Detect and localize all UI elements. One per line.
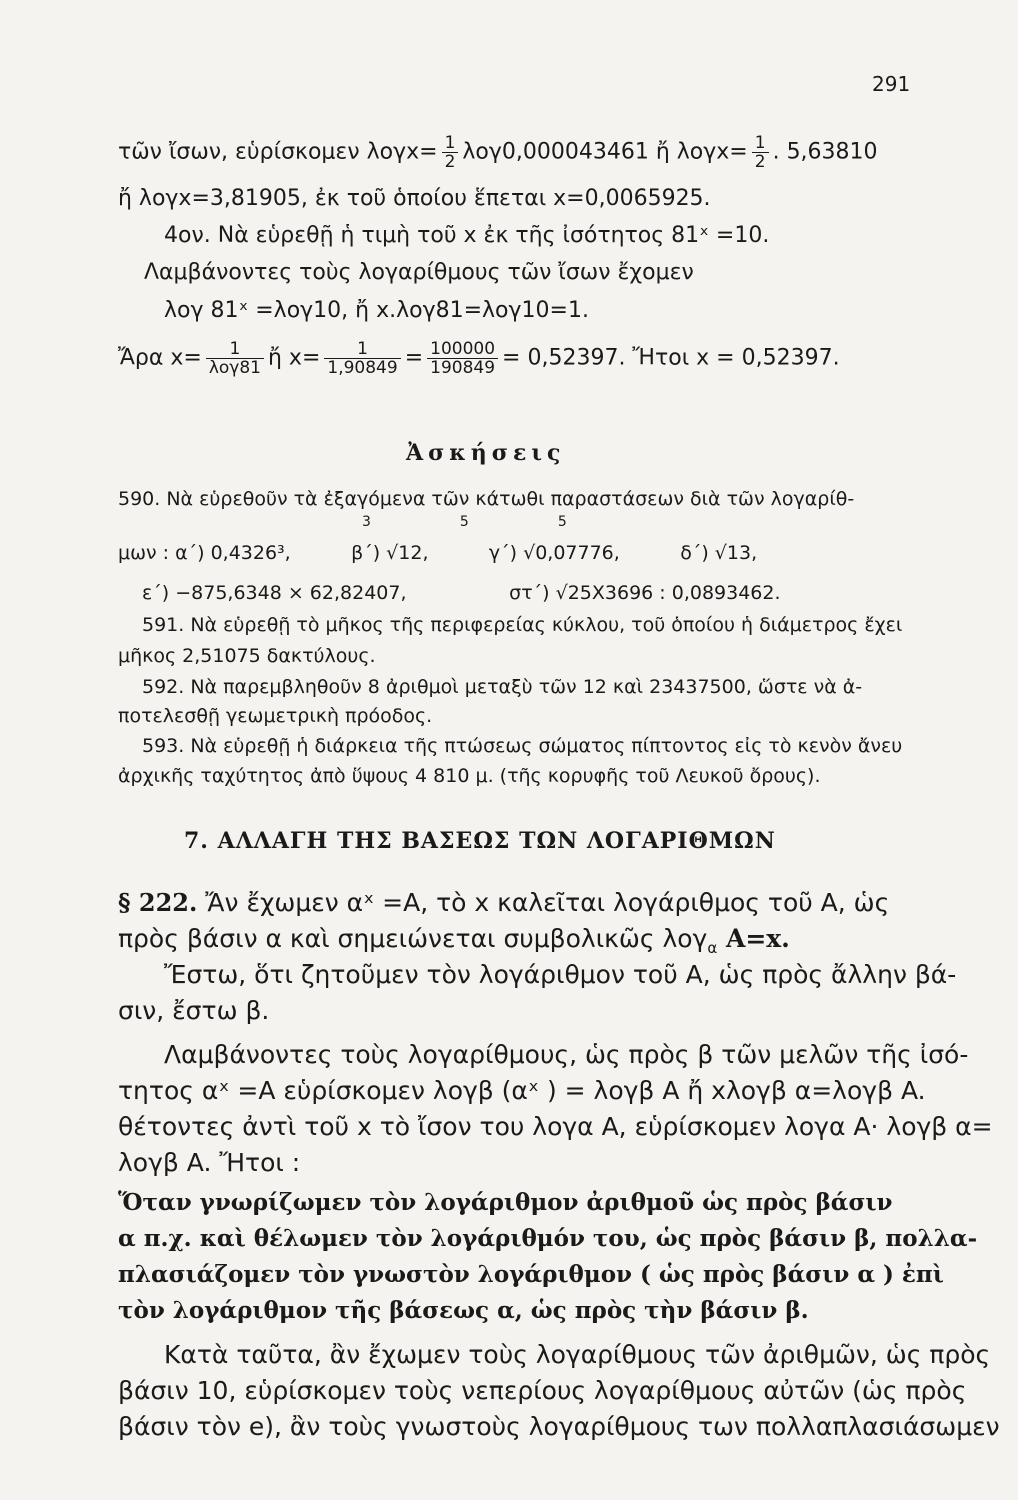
fraction-denominator: 190849 [430, 358, 496, 378]
rule-line: τὸν λογάριθμον τῆς βάσεως α, ὡς πρὸς τὴν βάσιν β. [118, 1297, 809, 1324]
text-line [118, 134, 878, 171]
text-line: 4ον. Νὰ εὑρεθῇ ἡ τιμὴ τοῦ x ἐκ τῆς ἰσότητος 81ˣ =10. [164, 223, 770, 248]
paragraph-line: Κατὰ ταῦτα, ἂν ἔχωμεν τοὺς λογαρίθμους τῶν ἀριθμῶν, ὡς πρὸς [164, 1340, 991, 1369]
fraction [324, 340, 400, 377]
fraction-numerator: 1 [324, 340, 400, 359]
fraction-numerator: 1 [442, 134, 459, 153]
paragraph-line: σιν, ἔστω β. [118, 996, 270, 1025]
text-segment: λογ0,000043461 ἤ λογx= [462, 139, 748, 165]
fraction [442, 134, 459, 171]
rule-line: α π.χ. καὶ θέλωμεν τὸν λογάριθμόν του, ὡς πρὸς βάσιν β, πολλα- [118, 1225, 978, 1252]
paragraph-line: τητος αˣ =A εὑρίσκομεν λογβ (αˣ ) = λογβ A ἤ xλογβ α=λογβ A. [118, 1076, 926, 1105]
fraction-numerator: 1 [206, 340, 264, 359]
section-heading: 7. ΑΛΛΑΓΗ ΤΗΣ ΒΑΣΕΩΣ ΤΩΝ ΛΟΓΑΡΙΘΜΩΝ [184, 828, 776, 854]
rule-line: πλασιάζομεν τὸν γνωστὸν λογάριθμον ( ὡς πρὸς βάσιν α ) ἐπὶ [118, 1261, 944, 1288]
exercise-line: ε΄) −875,6348 × 62,82407, στ΄) √25X3696 : 0,0893462. [142, 582, 781, 604]
paragraph-line: λογβ A. Ἤτοι : [118, 1148, 301, 1177]
text-segment: Ἄρα x= [118, 345, 202, 371]
exercise-line: μων : α΄) 0,4326³, β΄) √12, γ΄) √0,07776, δ΄) √13, [118, 542, 758, 564]
fraction [752, 134, 769, 171]
fraction-denominator: 1,90849 [327, 358, 398, 378]
text-segment: τῶν ἴσων, εὑρίσκομεν λογx= [118, 139, 438, 165]
text-line: ἤ λογx=3,81905, ἐκ τοῦ ὁποίου ἕπεται x=0,0065925. [118, 186, 711, 211]
text-segment: = 0,52397. Ἤτοι x = 0,52397. [502, 345, 840, 371]
exercise-line: 592. Νὰ παρεμβληθοῦν 8 ἀριθμοὶ μεταξὺ τῶν 12 καὶ 23437500, ὥστε νὰ ἀ- [142, 676, 863, 698]
page-number: 291 [872, 72, 911, 96]
text-segment: πρὸς βάσιν α καὶ σημειώνεται συμβολικῶς λογ [118, 924, 708, 953]
paragraph-line: Ἔστω, ὅτι ζητοῦμεν τὸν λογάριθμον τοῦ A, ὡς πρὸς ἄλλην βά- [164, 960, 957, 989]
rule-line: Ὅταν γνωρίζωμεν τὸν λογάριθμον ἀριθμοῦ ὡς πρὸς βάσιν [118, 1189, 893, 1216]
text-segment: Ἄν ἔχωμεν αˣ =A, τὸ x καλεῖται λογάριθμος τοῦ A, ὡς [197, 888, 890, 917]
paragraph-line: βάσιν 10, εὑρίσκομεν τοὺς νεπερίους λογαρίθμους αὐτῶν (ὡς πρὸς [118, 1376, 967, 1405]
fraction-denominator: 2 [754, 152, 766, 172]
fraction-denominator: λογ81 [208, 358, 261, 378]
text-line [118, 340, 840, 377]
paragraph-line: βάσιν τὸν e), ἂν τοὺς γνωστοὺς λογαρίθμους των πολλαπλασιάσωμεν [118, 1412, 1000, 1441]
text-segment: ἤ x= [268, 345, 321, 371]
text-segment: = [404, 345, 424, 371]
paragraph-line: θέτοντες ἀντὶ τοῦ x τὸ ἴσον του λογα A, εὑρίσκομεν λογα A· λογβ α= [118, 1112, 993, 1141]
text-segment: A=x. [717, 924, 790, 953]
root-index-line: 3 5 5 [362, 514, 567, 530]
paragraph-line [118, 886, 889, 920]
exercise-line: 590. Νὰ εὑρεθοῦν τὰ ἐξαγόμενα τῶν κάτωθι παραστάσεων διὰ τῶν λογαρίθ- [118, 488, 855, 510]
exercise-line: 591. Νὰ εὑρεθῇ τὸ μῆκος τῆς περιφερείας κύκλου, τοῦ ὁποίου ἡ διάμετρος ἔχει [142, 614, 903, 636]
exercise-line: μῆκος 2,51075 δακτύλους. [118, 645, 376, 667]
text-segment: . 5,63810 [772, 139, 878, 165]
subscript: α [707, 939, 718, 957]
exercise-line: ἀρχικῆς ταχύτητος ἀπὸ ὕψους 4 810 μ. (τῆς κορυφῆς τοῦ Λευκοῦ ὄρους). [118, 765, 821, 787]
fraction-numerator: 100000 [427, 340, 498, 359]
fraction [427, 340, 498, 377]
exercise-line: ποτελεσθῇ γεωμετρικὴ πρόοδος. [118, 705, 433, 727]
fraction [206, 340, 264, 377]
exercise-line: 593. Νὰ εὑρεθῇ ἡ διάρκεια τῆς πτώσεως σώματος πίπτοντος εἰς τὸ κενὸν ἄνευ [142, 735, 903, 757]
text-line: λογ 81ˣ =λογ10, ἤ x.λογ81=λογ10=1. [164, 298, 589, 323]
fraction-denominator: 2 [444, 152, 456, 172]
paragraph-line: Λαμβάνοντες τοὺς λογαρίθμους, ὡς πρὸς β τῶν μελῶν τῆς ἰσό- [164, 1040, 969, 1069]
fraction-numerator: 1 [752, 134, 769, 153]
exercises-title: Ἀσκήσεις [406, 440, 566, 466]
section-number: § 222. [118, 888, 198, 917]
text-line: Λαμβάνοντες τοὺς λογαρίθμους τῶν ἴσων ἔχομεν [144, 260, 694, 285]
